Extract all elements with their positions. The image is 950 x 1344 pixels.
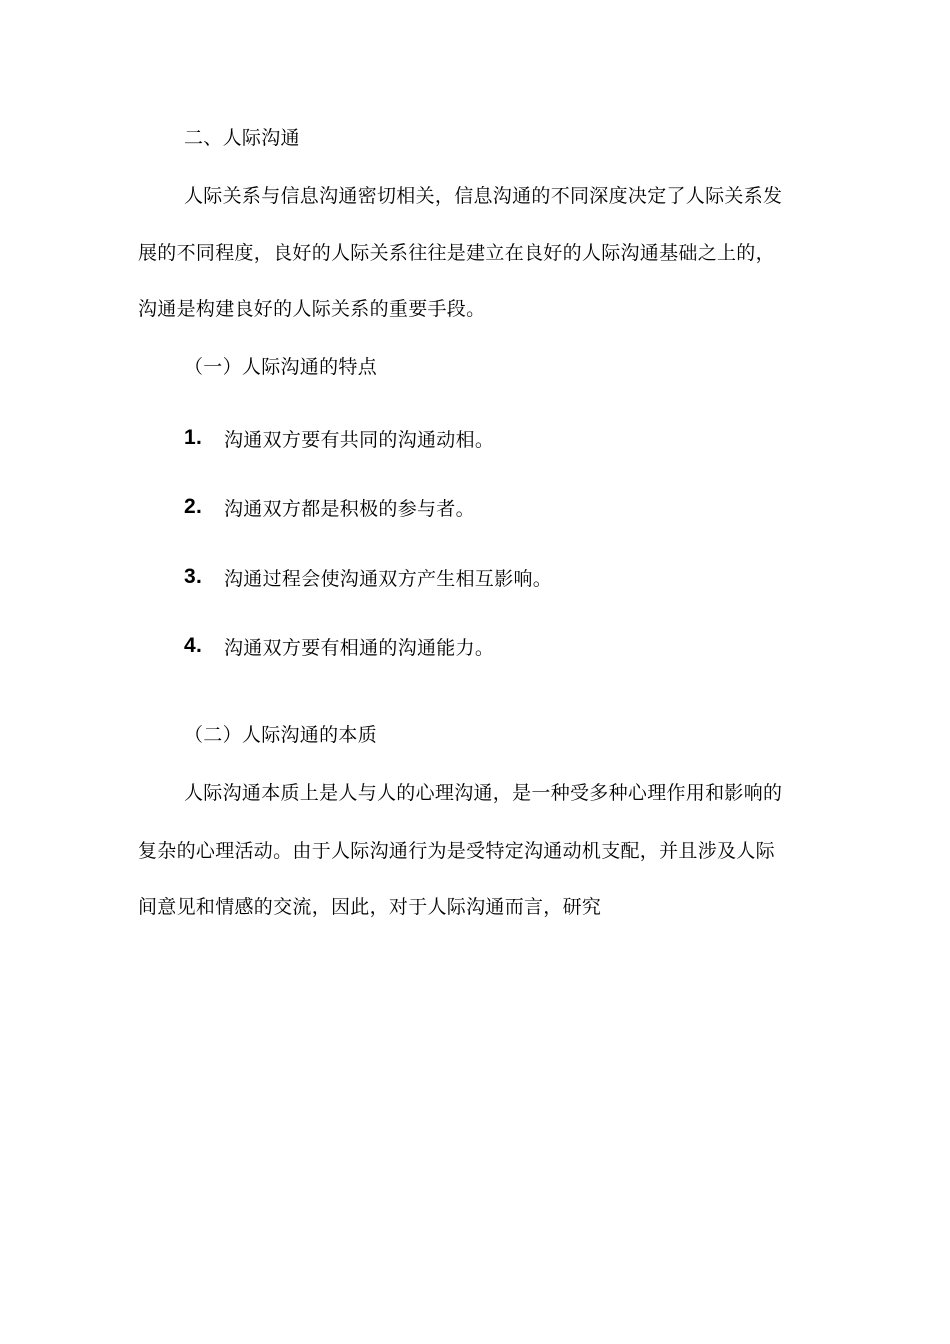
feature-number: 4. <box>184 634 203 657</box>
feature-list-item <box>184 563 552 591</box>
intro-paragraph-line-1: 人际关系与信息沟通密切相关，信息沟通的不同深度决定了人际关系发 <box>184 185 783 207</box>
feature-list-item <box>184 632 494 660</box>
essence-paragraph-line-1: 人际沟通本质上是人与人的心理沟通，是一种受多种心理作用和影响的 <box>184 782 783 804</box>
feature-text: 沟通过程会使沟通双方产生相互影响。 <box>224 567 553 590</box>
feature-list-item <box>184 424 494 452</box>
feature-list-item <box>184 493 475 521</box>
essence-paragraph-line-2: 复杂的心理活动。由于人际沟通行为是受特定沟通动机支配，并且涉及人际 <box>138 840 775 862</box>
essence-paragraph-line-3: 间意见和情感的交流，因此，对于人际沟通而言，研究 <box>138 896 602 918</box>
feature-number: 3. <box>184 565 203 588</box>
feature-text: 沟通双方都是积极的参与者。 <box>224 497 475 520</box>
intro-paragraph-line-2: 展的不同程度，良好的人际关系往往是建立在良好的人际沟通基础之上的， <box>138 242 775 264</box>
feature-number: 1. <box>184 426 203 449</box>
feature-number: 2. <box>184 495 203 518</box>
feature-text: 沟通双方要有共同的沟通动相。 <box>224 428 495 451</box>
feature-text: 沟通双方要有相通的沟通能力。 <box>224 636 495 659</box>
subheading-essence: （二）人际沟通的本质 <box>184 724 378 746</box>
subheading-features: （一）人际沟通的特点 <box>184 356 378 378</box>
intro-paragraph-line-3: 沟通是构建良好的人际关系的重要手段。 <box>138 298 486 320</box>
section-heading: 二、人际沟通 <box>184 127 300 149</box>
